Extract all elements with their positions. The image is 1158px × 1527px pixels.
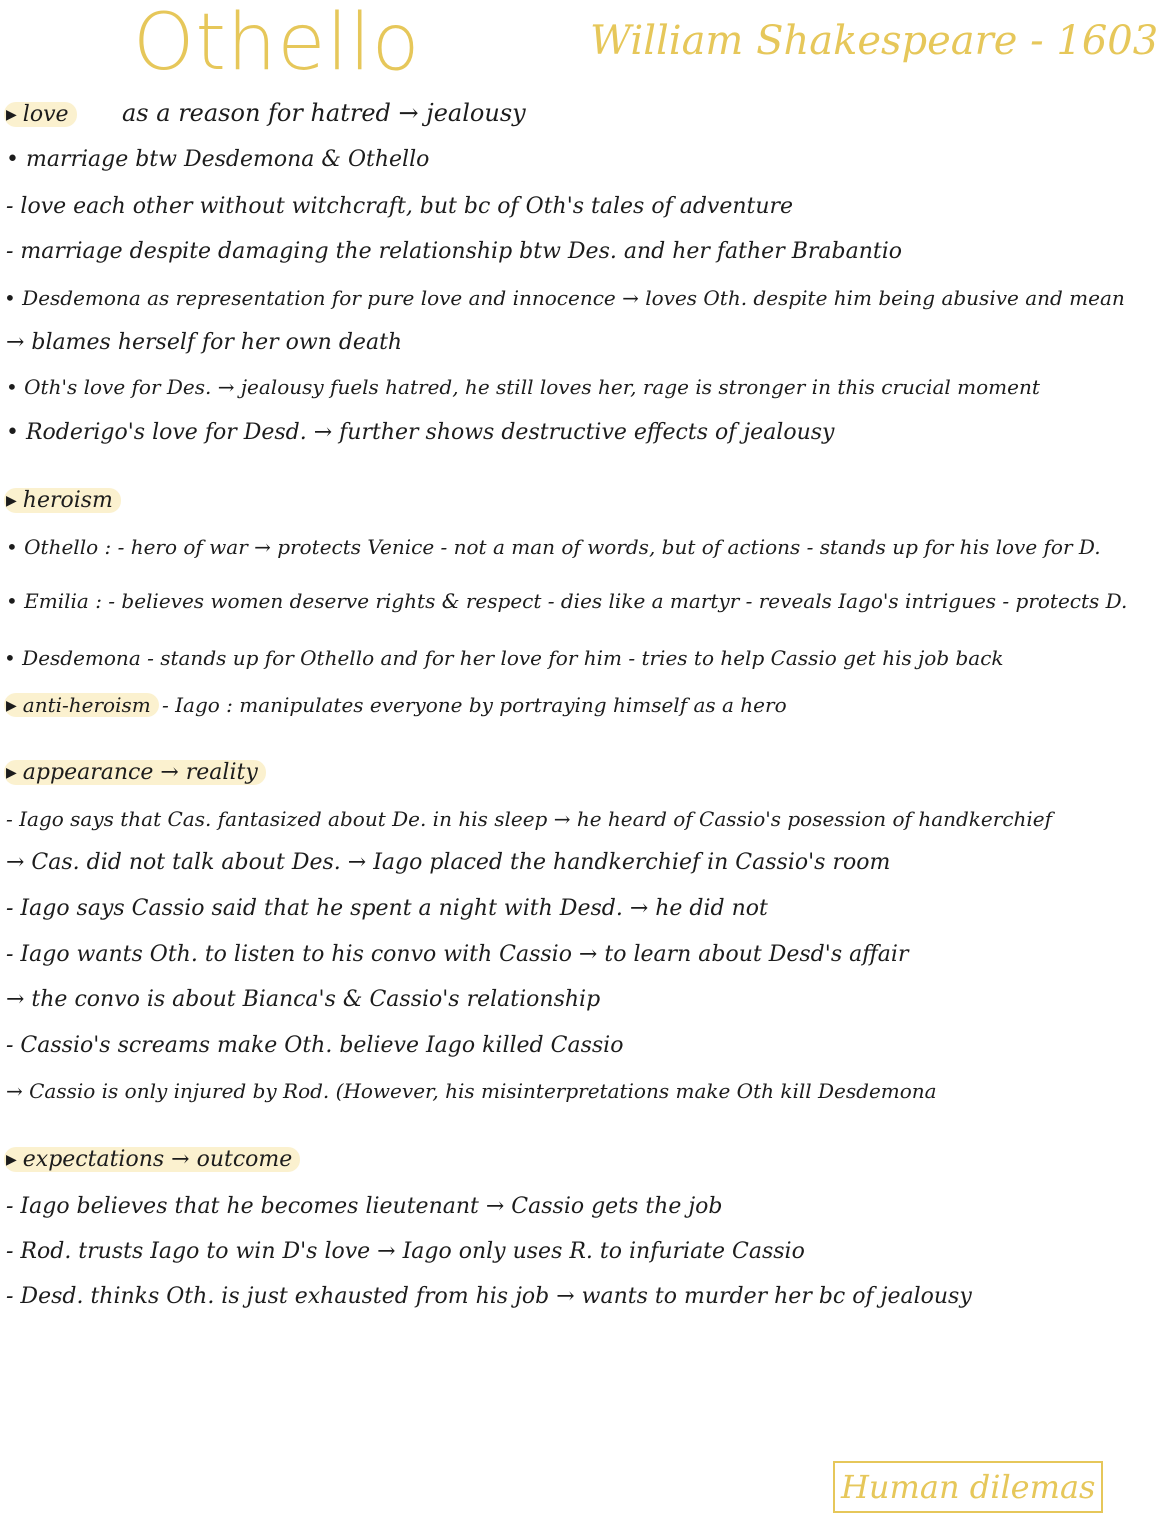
heroism-label: heroism: [22, 488, 113, 513]
love-line-4: • Desdemona as representation for pure love and innocence → loves Oth. despite him being abusive and mean: [4, 286, 1125, 310]
triangle-bullet-icon: ▶: [6, 698, 17, 714]
love-label: love: [22, 102, 69, 127]
appearance-line-1: - Iago says that Cas. fantasized about De. in his sleep → he heard of Cassio's posession of handkerchief: [6, 807, 1053, 831]
section-heading-anti-heroism: [4, 690, 159, 721]
anti-heroism-text: - Iago : manipulates everyone by portraying himself as a hero: [162, 693, 787, 717]
love-line-1: • marriage btw Desdemona & Othello: [6, 147, 430, 172]
triangle-bullet-icon: ▶: [6, 107, 17, 123]
section-heading-heroism: [4, 486, 121, 516]
expectations-label: expectations → outcome: [22, 1147, 293, 1172]
section-heading-appearance: [4, 758, 266, 788]
expectations-line-3: - Desd. thinks Oth. is just exhausted from his job → wants to murder her bc of jealousy: [6, 1284, 972, 1309]
section-heading-expectations: [4, 1145, 300, 1175]
love-line-2: - love each other without witchcraft, but bc of Oth's tales of adventure: [6, 194, 794, 219]
appearance-line-5: → the convo is about Bianca's & Cassio's relationship: [6, 987, 601, 1012]
love-line-5: → blames herself for her own death: [6, 330, 403, 355]
appearance-line-4: - Iago wants Oth. to listen to his convo with Cassio → to learn about Desd's affair: [6, 942, 909, 967]
anti-heroism-label: anti-heroism: [22, 693, 151, 717]
heroism-line-2: • Emilia : - believes women deserve rights & respect - dies like a martyr - reveals Iago's intrigues - protects D.: [6, 589, 1128, 613]
triangle-bullet-icon: ▶: [6, 493, 17, 509]
appearance-line-3: - Iago says Cassio said that he spent a night with Desd. → he did not: [6, 896, 768, 921]
expectations-line-2: - Rod. trusts Iago to win D's love → Iago only uses R. to infuriate Cassio: [6, 1239, 805, 1264]
triangle-bullet-icon: ▶: [6, 765, 17, 781]
love-intro: as a reason for hatred → jealousy: [122, 99, 526, 127]
love-line-7: • Roderigo's love for Desd. → further shows destructive effects of jealousy: [6, 420, 835, 445]
appearance-line-2: → Cas. did not talk about Des. → Iago placed the handkerchief in Cassio's room: [6, 850, 891, 875]
author-line: William Shakespeare - 1603: [590, 18, 1158, 64]
page-title: Othello: [133, 0, 421, 88]
expectations-line-1: - Iago believes that he becomes lieutenant → Cassio gets the job: [6, 1194, 723, 1219]
triangle-bullet-icon: ▶: [6, 1152, 17, 1168]
topic-tag: Human dilemas: [833, 1461, 1103, 1513]
section-heading-love: [4, 100, 77, 130]
appearance-line-7: → Cassio is only injured by Rod. (However, his misinterpretations make Oth kill Desdemona: [6, 1079, 937, 1103]
love-line-6: • Oth's love for Des. → jealousy fuels hatred, he still loves her, rage is stronger in this crucial moment: [6, 375, 1040, 399]
appearance-label: appearance → reality: [22, 760, 258, 785]
love-line-3: - marriage despite damaging the relationship btw Des. and her father Brabantio: [6, 239, 902, 264]
heroism-line-3: • Desdemona - stands up for Othello and for her love for him - tries to help Cassio get his job back: [4, 646, 1004, 670]
appearance-line-6: - Cassio's screams make Oth. believe Iago killed Cassio: [6, 1033, 624, 1058]
heroism-line-1: • Othello : - hero of war → protects Venice - not a man of words, but of actions - stands up for his love for D.: [6, 535, 1101, 559]
